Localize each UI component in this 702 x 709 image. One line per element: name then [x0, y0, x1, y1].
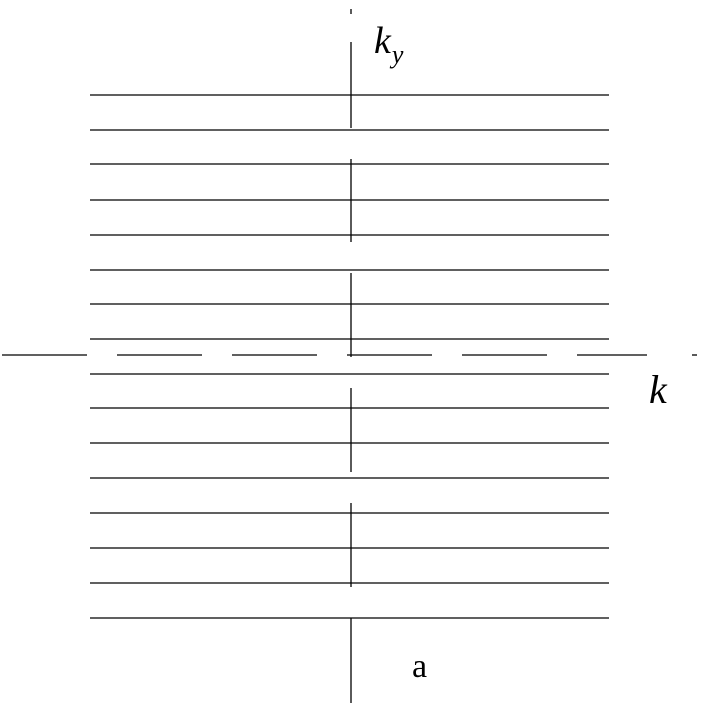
panel-label: a	[412, 648, 428, 685]
ky-axis-label	[374, 20, 404, 69]
trajectory-lines	[90, 95, 609, 618]
ky-axis-label-subscript: y	[391, 40, 404, 69]
ky-axis-label-main: k	[374, 20, 391, 62]
kx-axis-label: k	[649, 367, 667, 412]
